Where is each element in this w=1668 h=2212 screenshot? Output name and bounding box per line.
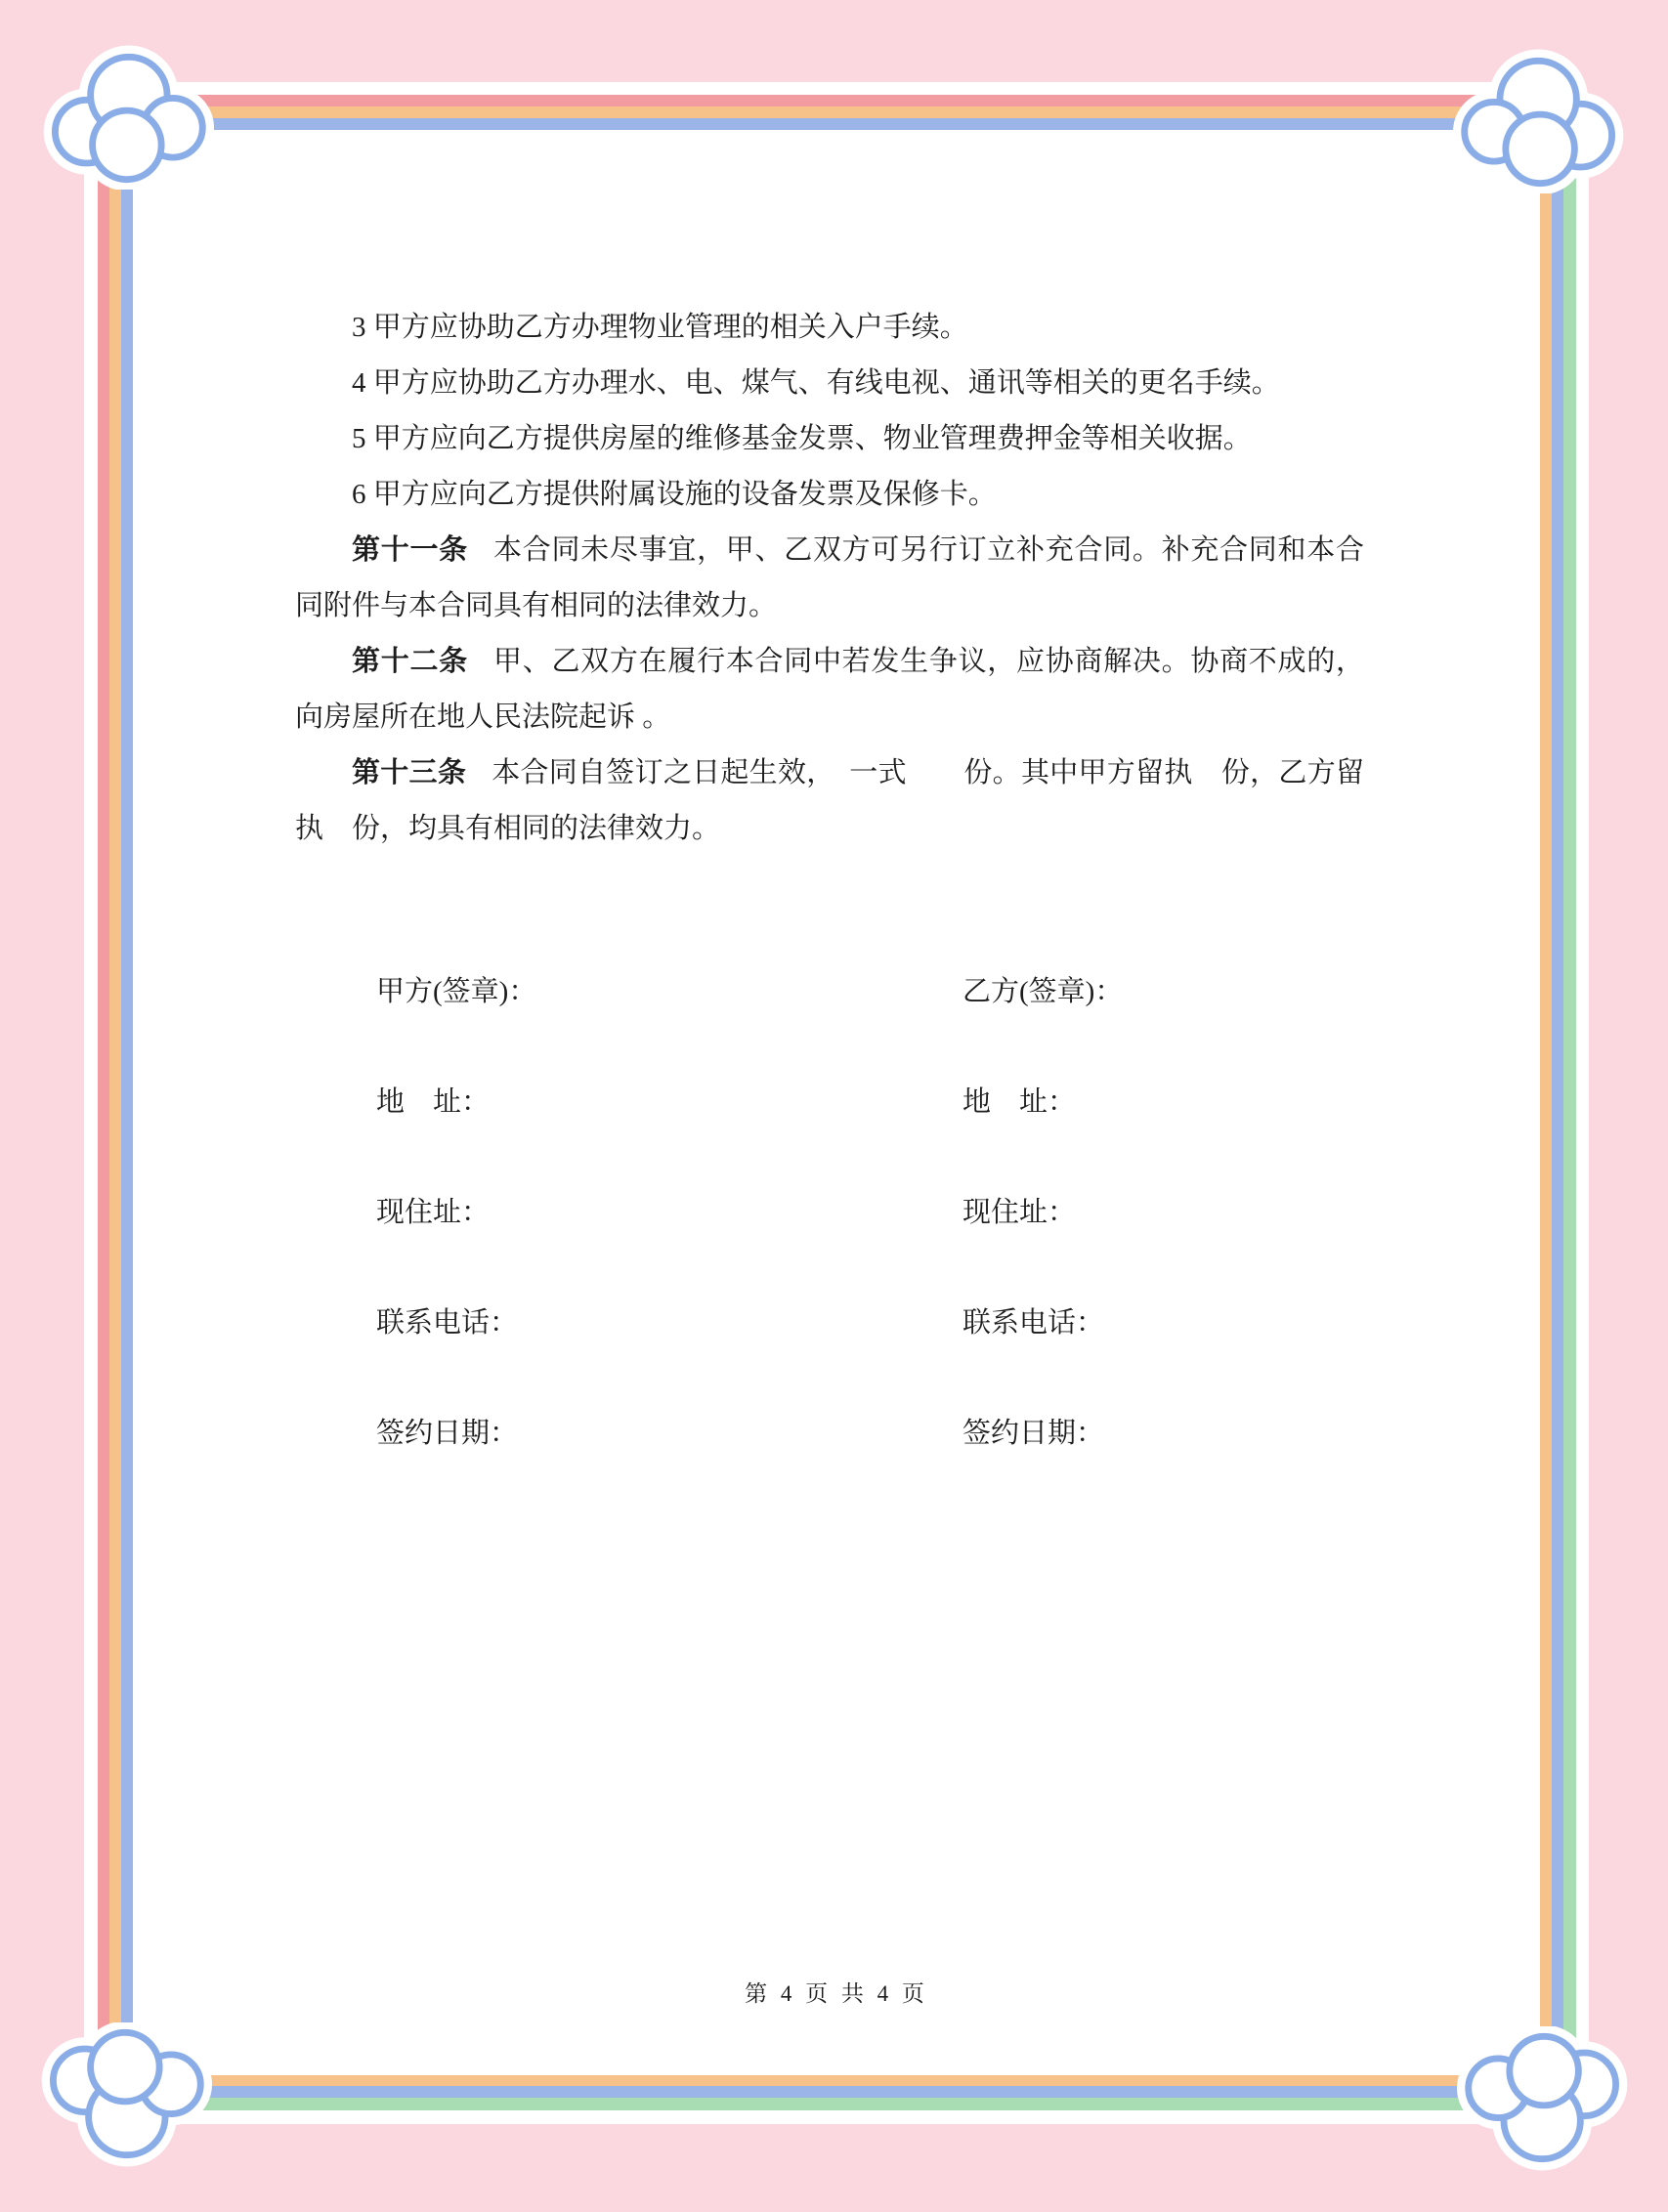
signature-row-party [376, 969, 1363, 1080]
party-b-address-label: 地 址： [962, 1086, 1077, 1118]
cloud-top-right-icon [1452, 47, 1640, 193]
clause-text: 本合同未尽事宜，甲、乙双方可另行订立补充合同。补充合同和本合同附件与本合同具有相同的法律效力。 [295, 534, 1364, 621]
clause-item [295, 411, 1364, 467]
party-a-address-label: 地 址： [376, 1086, 491, 1118]
cloud-bottom-left-icon [25, 2022, 213, 2169]
clause-item [295, 467, 1364, 523]
contract-clauses [295, 300, 1364, 857]
clause-item [295, 745, 1364, 857]
clause-number: 第十三条 [352, 757, 467, 788]
page-number-footer: 第 4 页 共 4 页 [745, 1981, 928, 2006]
cloud-top-left-icon [27, 43, 215, 190]
signature-row-current-address [376, 1190, 1363, 1300]
party-b-signature-label: 乙方(签章)： [962, 976, 1124, 1007]
clause-text: 本合同自签订之日起生效， 一式 份。其中甲方留执 份，乙方留执 份，均具有相同的法律效力。 [295, 757, 1364, 844]
clause-number: 第十二条 [352, 646, 468, 677]
clause-text: 5 甲方应向乙方提供房屋的维修基金发票、物业管理费押金等相关收据。 [352, 423, 1252, 454]
clause-text: 6 甲方应向乙方提供附属设施的设备发票及保修卡。 [352, 479, 997, 510]
clause-text: 甲、乙双方在履行本合同中若发生争议，应协商解决。协商不成的，向房屋所在地人民法院起诉 。 [295, 646, 1364, 733]
clause-item [295, 634, 1364, 745]
cloud-bottom-right-icon [1456, 2026, 1644, 2173]
party-a-phone-label: 联系电话： [376, 1307, 519, 1339]
clause-text: 3 甲方应协助乙方办理物业管理的相关入户手续。 [352, 312, 968, 343]
clause-item [295, 300, 1364, 356]
clause-item [295, 356, 1364, 411]
party-a-sign-date-label: 签约日期： [376, 1418, 519, 1449]
party-b-phone-label: 联系电话： [962, 1307, 1105, 1339]
clause-text: 4 甲方应协助乙方办理水、电、煤气、有线电视、通讯等相关的更名手续。 [352, 367, 1280, 399]
clause-number: 第十一条 [352, 534, 468, 566]
clause-item [295, 523, 1364, 634]
signature-row-phone [376, 1300, 1363, 1411]
party-b-sign-date-label: 签约日期： [962, 1418, 1105, 1449]
signature-row-date [376, 1411, 1363, 1521]
party-a-current-address-label: 现住址： [376, 1197, 491, 1228]
party-a-signature-label: 甲方(签章)： [376, 976, 537, 1007]
party-b-current-address-label: 现住址： [962, 1197, 1077, 1228]
signature-block [376, 969, 1363, 1521]
signature-row-address [376, 1080, 1363, 1190]
